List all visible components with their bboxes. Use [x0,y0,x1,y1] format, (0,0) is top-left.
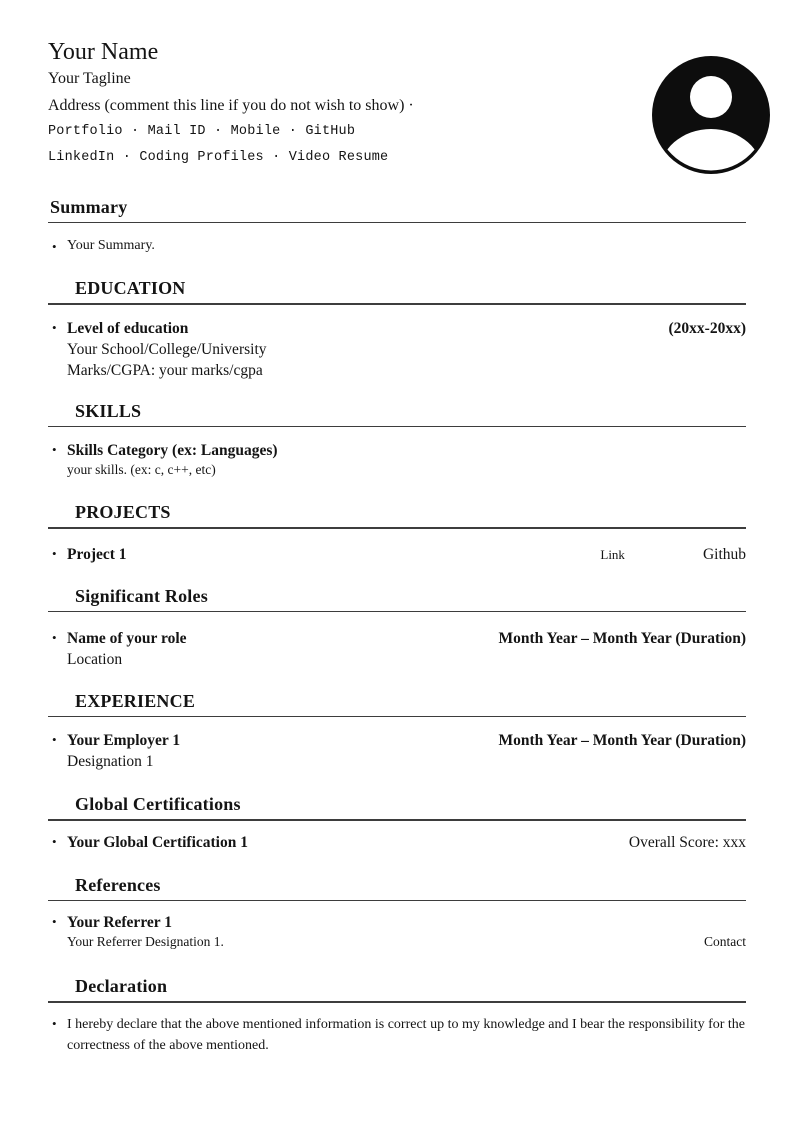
bullet-icon: • [52,914,57,930]
summary-title: Summary [50,197,128,217]
project-link[interactable]: Link [600,546,625,562]
certification-name: Your Global Certification 1 [67,833,248,851]
person-name: Your Name [48,39,159,65]
section-experience [48,690,746,772]
contact-links-row-2[interactable]: LinkedIn · Coding Profiles · Video Resume [48,150,389,165]
education-school: Your School/College/University [67,340,267,358]
references-title: References [75,874,161,895]
bullet-icon: • [52,732,57,748]
section-skills [48,400,746,479]
skills-title: SKILLS [75,400,142,421]
section-global-certifications [48,793,746,852]
tagline: Your Tagline [48,70,131,87]
experience-designation: Designation 1 [67,753,154,771]
education-marks: Marks/CGPA: your marks/cgpa [67,361,263,379]
projects-title: PROJECTS [75,502,171,523]
section-declaration [48,975,746,1055]
declaration-title: Declaration [75,976,168,997]
section-rule [48,426,746,427]
skills-detail: your skills. (ex: c, c++, etc) [67,462,216,478]
bullet-icon: • [52,239,57,255]
bullet-icon: • [52,629,57,645]
section-rule [48,527,746,528]
education-level: Level of education [67,319,189,337]
experience-dates: Month Year – Month Year (Duration) [498,732,746,750]
section-summary [48,196,746,255]
certification-score: Overall Score: xxx [628,833,746,851]
employer-name: Your Employer 1 [67,732,181,750]
bullet-icon: • [52,833,57,849]
person-avatar-icon [652,56,770,174]
bullet-icon: • [52,319,57,335]
section-rule [48,303,746,304]
bullet-icon: • [52,1015,57,1031]
section-rule [48,716,746,717]
avatar [652,56,770,174]
section-rule [48,1001,746,1002]
section-rule [48,222,746,223]
bullet-icon: • [52,545,57,561]
referrer-designation: Your Referrer Designation 1. [67,934,224,950]
referrer-name: Your Referrer 1 [67,914,173,932]
section-rule [48,900,746,901]
referrer-contact-link[interactable]: Contact [704,934,746,950]
section-rule [48,819,746,820]
experience-title: EXPERIENCE [75,690,196,711]
bullet-icon: • [52,442,57,458]
education-title: EDUCATION [75,278,186,299]
certifications-title: Global Certifications [75,794,241,815]
role-location: Location [67,650,123,668]
section-significant-roles [48,585,746,670]
education-years: (20xx-20xx) [668,319,746,337]
roles-title: Significant Roles [75,585,208,606]
role-dates: Month Year – Month Year (Duration) [498,629,746,647]
project-github-link[interactable]: Github [702,545,746,563]
section-education [48,277,746,380]
section-rule [48,611,746,612]
resume-header [48,38,746,171]
address-line: Address (comment this line if you do not wish to show) · [48,97,414,114]
role-name: Name of your role [67,629,187,647]
project-name: Project 1 [67,545,127,563]
contact-links-row-1[interactable]: Portfolio · Mail ID · Mobile · GitHub [48,124,356,139]
section-projects [48,501,746,564]
skills-category: Skills Category (ex: Languages) [67,442,278,460]
summary-text: Your Summary. [67,238,155,254]
declaration-text: I hereby declare that the above mentioned information is correct up to my knowledge and I bear the responsibility for the correctness of the above mentioned. [67,1016,745,1053]
section-references [48,874,746,951]
